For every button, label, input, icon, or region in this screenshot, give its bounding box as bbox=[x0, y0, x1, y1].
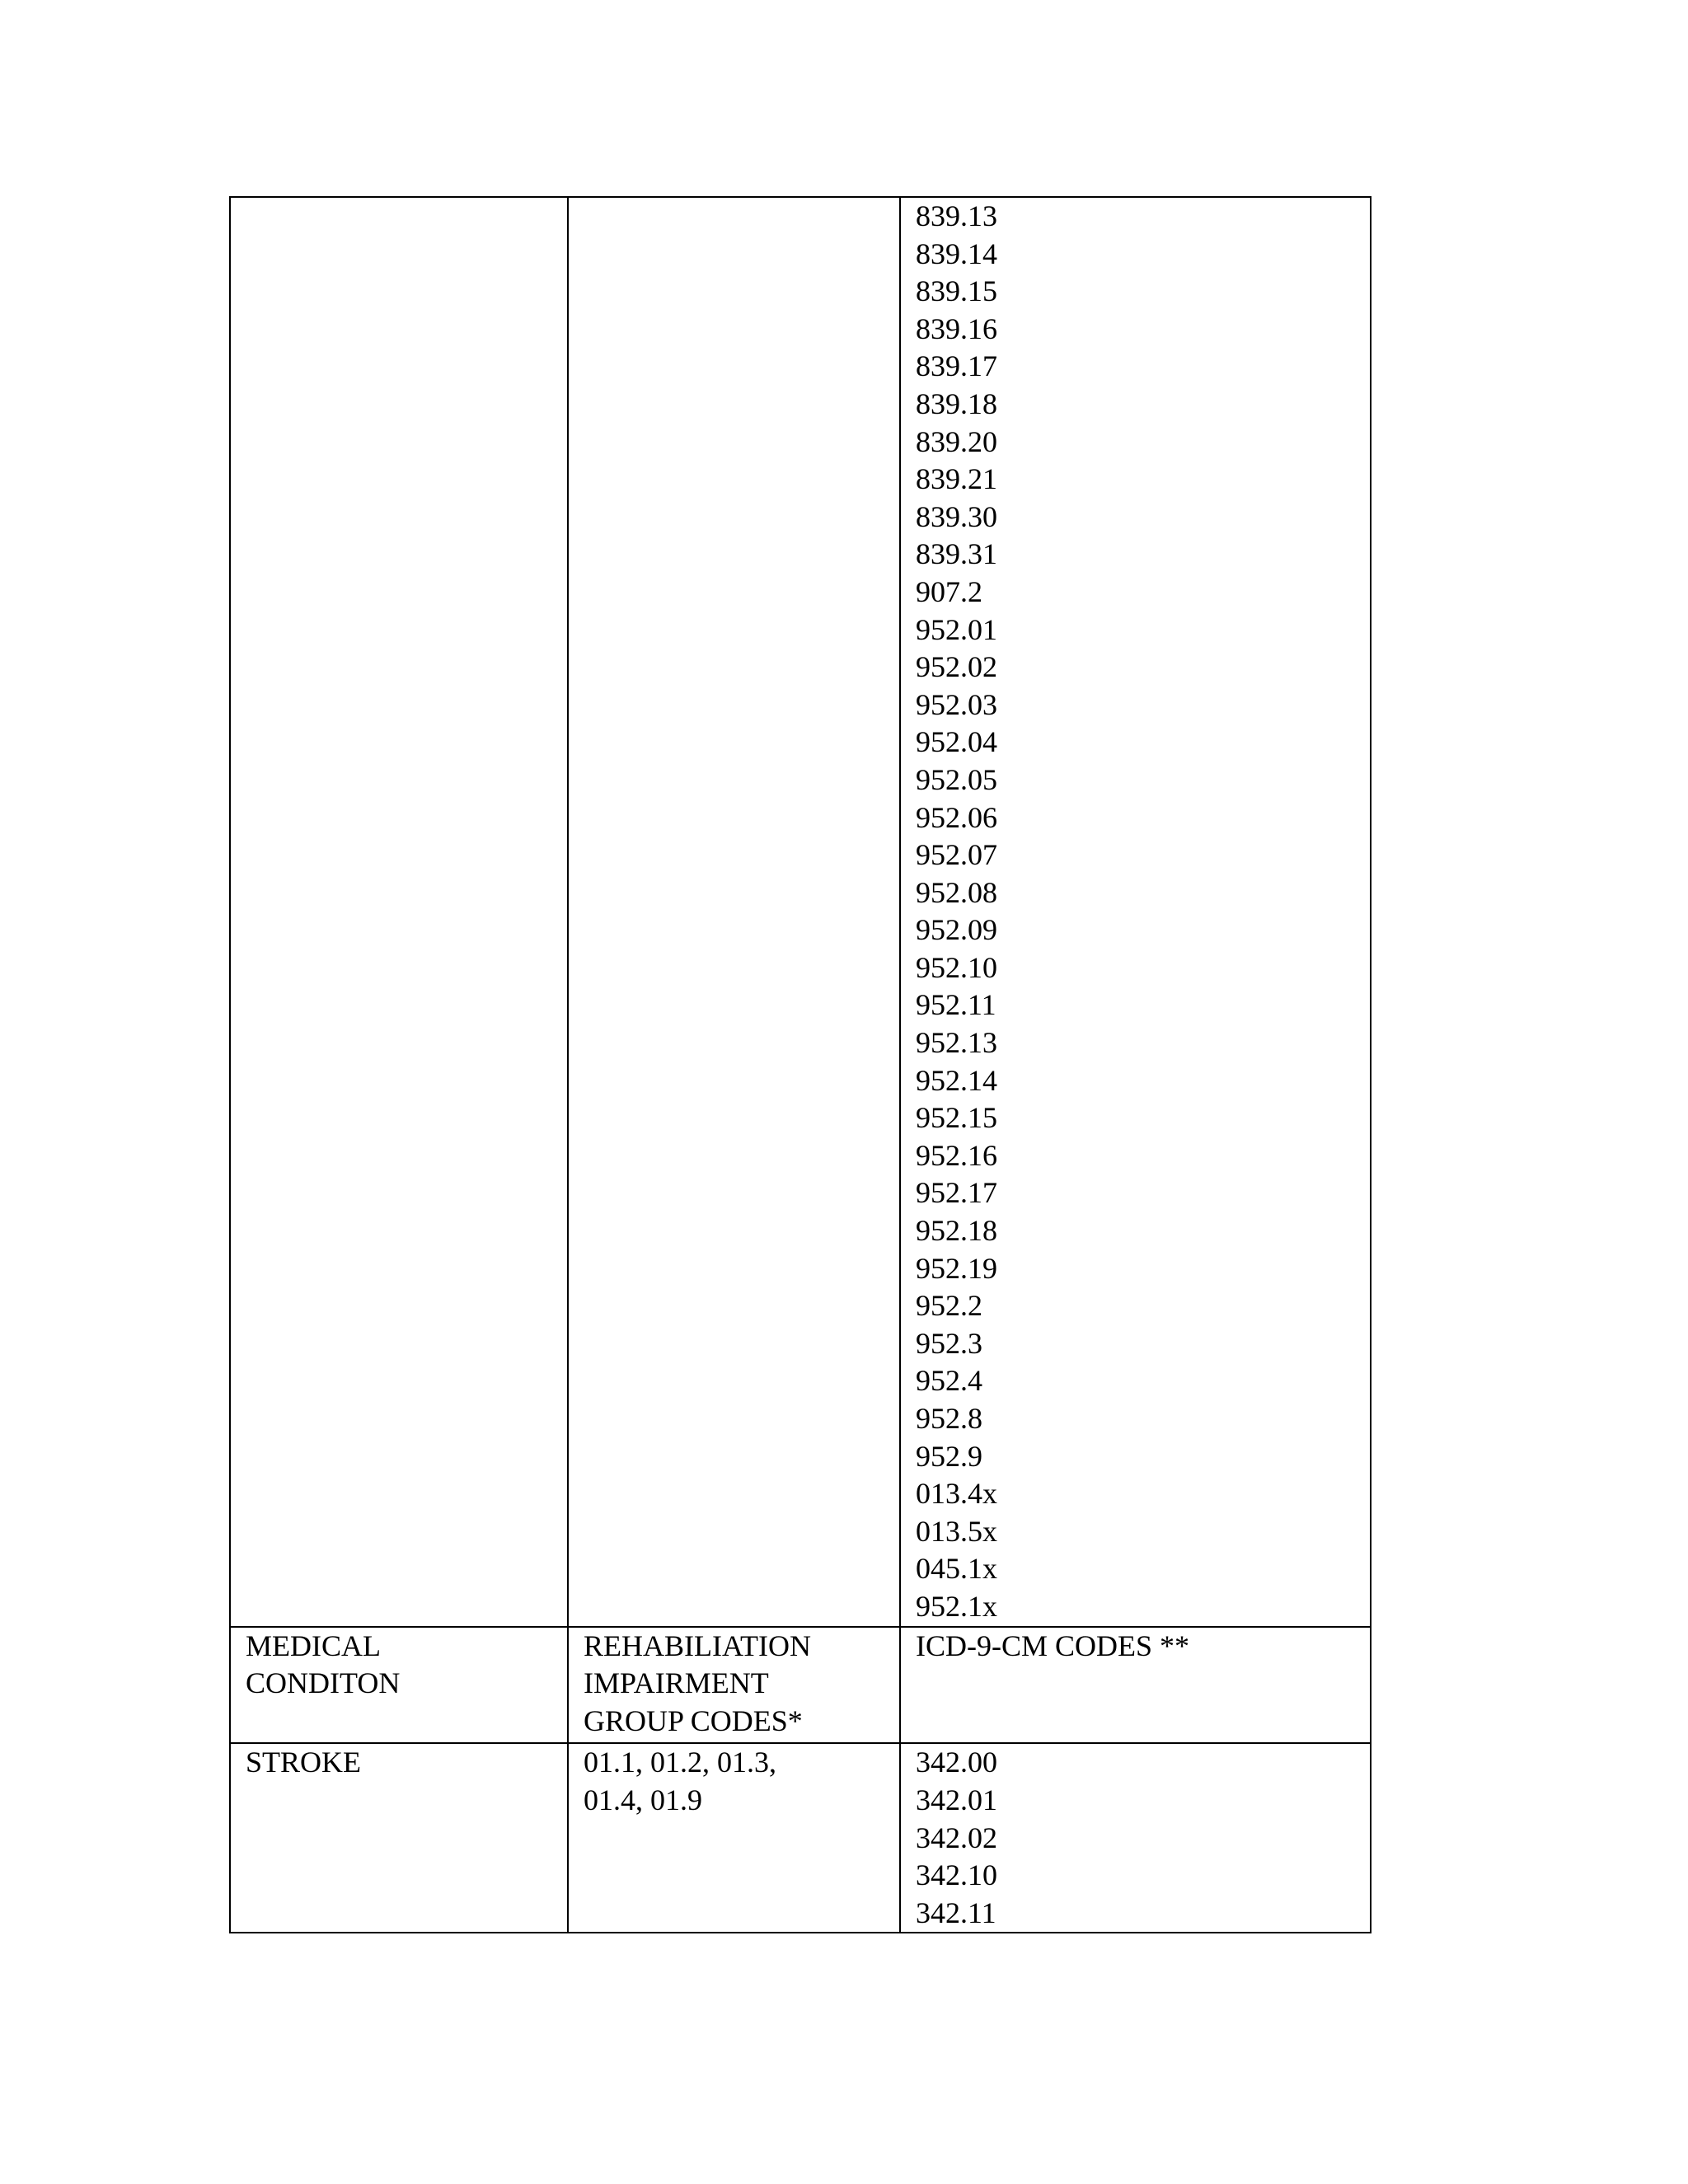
continued-condition-cell bbox=[230, 197, 568, 1627]
icd-code: 907.2 bbox=[916, 574, 982, 608]
icd-code: 342.10 bbox=[916, 1858, 997, 1892]
icd-code: 013.5x bbox=[916, 1514, 997, 1548]
icd-code: 342.11 bbox=[916, 1896, 996, 1929]
header-rig-codes-line: REHABILIATION bbox=[584, 1629, 811, 1662]
icd-code: 952.9 bbox=[916, 1439, 982, 1473]
icd-code: 342.00 bbox=[916, 1746, 997, 1779]
icd-code: 952.07 bbox=[916, 838, 997, 872]
icd-code: 045.1x bbox=[916, 1552, 997, 1586]
diagnosis-code-table bbox=[229, 196, 1372, 1933]
header-rig-codes-line: IMPAIRMENT bbox=[584, 1666, 769, 1700]
header-rig-codes-line: GROUP CODES* bbox=[584, 1704, 803, 1737]
icd-code: 952.06 bbox=[916, 800, 997, 834]
icd-code: 952.09 bbox=[916, 913, 997, 947]
icd-code: 952.19 bbox=[916, 1251, 997, 1285]
icd-code: 952.01 bbox=[916, 612, 997, 646]
header-icd-codes-line: ICD-9-CM CODES ** bbox=[916, 1629, 1190, 1662]
icd-code: 839.13 bbox=[916, 199, 997, 232]
icd-code: 342.02 bbox=[916, 1821, 997, 1854]
icd-code: 952.05 bbox=[916, 762, 997, 796]
icd-code: 839.20 bbox=[916, 424, 997, 458]
stroke-rig-line: 01.1, 01.2, 01.3, bbox=[584, 1746, 776, 1779]
stroke-condition-text: STROKE bbox=[246, 1746, 362, 1779]
continued-icd-cell bbox=[900, 197, 1371, 1627]
icd-code: 952.03 bbox=[916, 687, 997, 721]
icd-code: 952.02 bbox=[916, 650, 997, 684]
header-medical-condition-line: CONDITON bbox=[246, 1666, 401, 1700]
icd-code: 952.10 bbox=[916, 950, 997, 984]
icd-code: 952.8 bbox=[916, 1402, 982, 1435]
icd-code: 952.3 bbox=[916, 1326, 982, 1360]
icd-code: 952.4 bbox=[916, 1364, 982, 1398]
stroke-row bbox=[230, 1743, 1371, 1933]
icd-code: 839.31 bbox=[916, 537, 997, 571]
icd-code: 952.1x bbox=[916, 1589, 997, 1623]
icd-code: 952.04 bbox=[916, 725, 997, 759]
icd-code: 839.30 bbox=[916, 499, 997, 533]
icd-code: 952.18 bbox=[916, 1214, 997, 1248]
icd-code: 839.18 bbox=[916, 387, 997, 420]
icd-code: 952.14 bbox=[916, 1063, 997, 1097]
icd-code: 839.14 bbox=[916, 237, 997, 270]
icd-code: 013.4x bbox=[916, 1477, 997, 1511]
icd-code: 952.17 bbox=[916, 1176, 997, 1210]
stroke-icd-cell bbox=[900, 1743, 1371, 1933]
stroke-rig-line: 01.4, 01.9 bbox=[584, 1783, 702, 1816]
icd-code: 839.16 bbox=[916, 312, 997, 345]
continued-codes-row bbox=[230, 197, 1371, 1627]
header-icd-codes bbox=[900, 1627, 1371, 1744]
stroke-condition-cell bbox=[230, 1743, 568, 1933]
continued-rig-cell bbox=[568, 197, 900, 1627]
icd-code: 952.16 bbox=[916, 1138, 997, 1172]
header-medical-condition-line: MEDICAL bbox=[246, 1629, 381, 1662]
icd-code: 839.21 bbox=[916, 462, 997, 496]
header-medical-condition bbox=[230, 1627, 568, 1744]
stroke-rig-cell bbox=[568, 1743, 900, 1933]
icd-code: 839.15 bbox=[916, 274, 997, 308]
icd-code: 839.17 bbox=[916, 349, 997, 383]
icd-code: 952.15 bbox=[916, 1101, 997, 1135]
icd-code: 952.13 bbox=[916, 1026, 997, 1060]
header-rig-codes bbox=[568, 1627, 900, 1744]
icd-code: 952.2 bbox=[916, 1289, 982, 1323]
icd-code: 342.01 bbox=[916, 1783, 997, 1816]
icd-code: 952.08 bbox=[916, 875, 997, 909]
table-header-row bbox=[230, 1627, 1371, 1744]
icd-code: 952.11 bbox=[916, 988, 996, 1022]
